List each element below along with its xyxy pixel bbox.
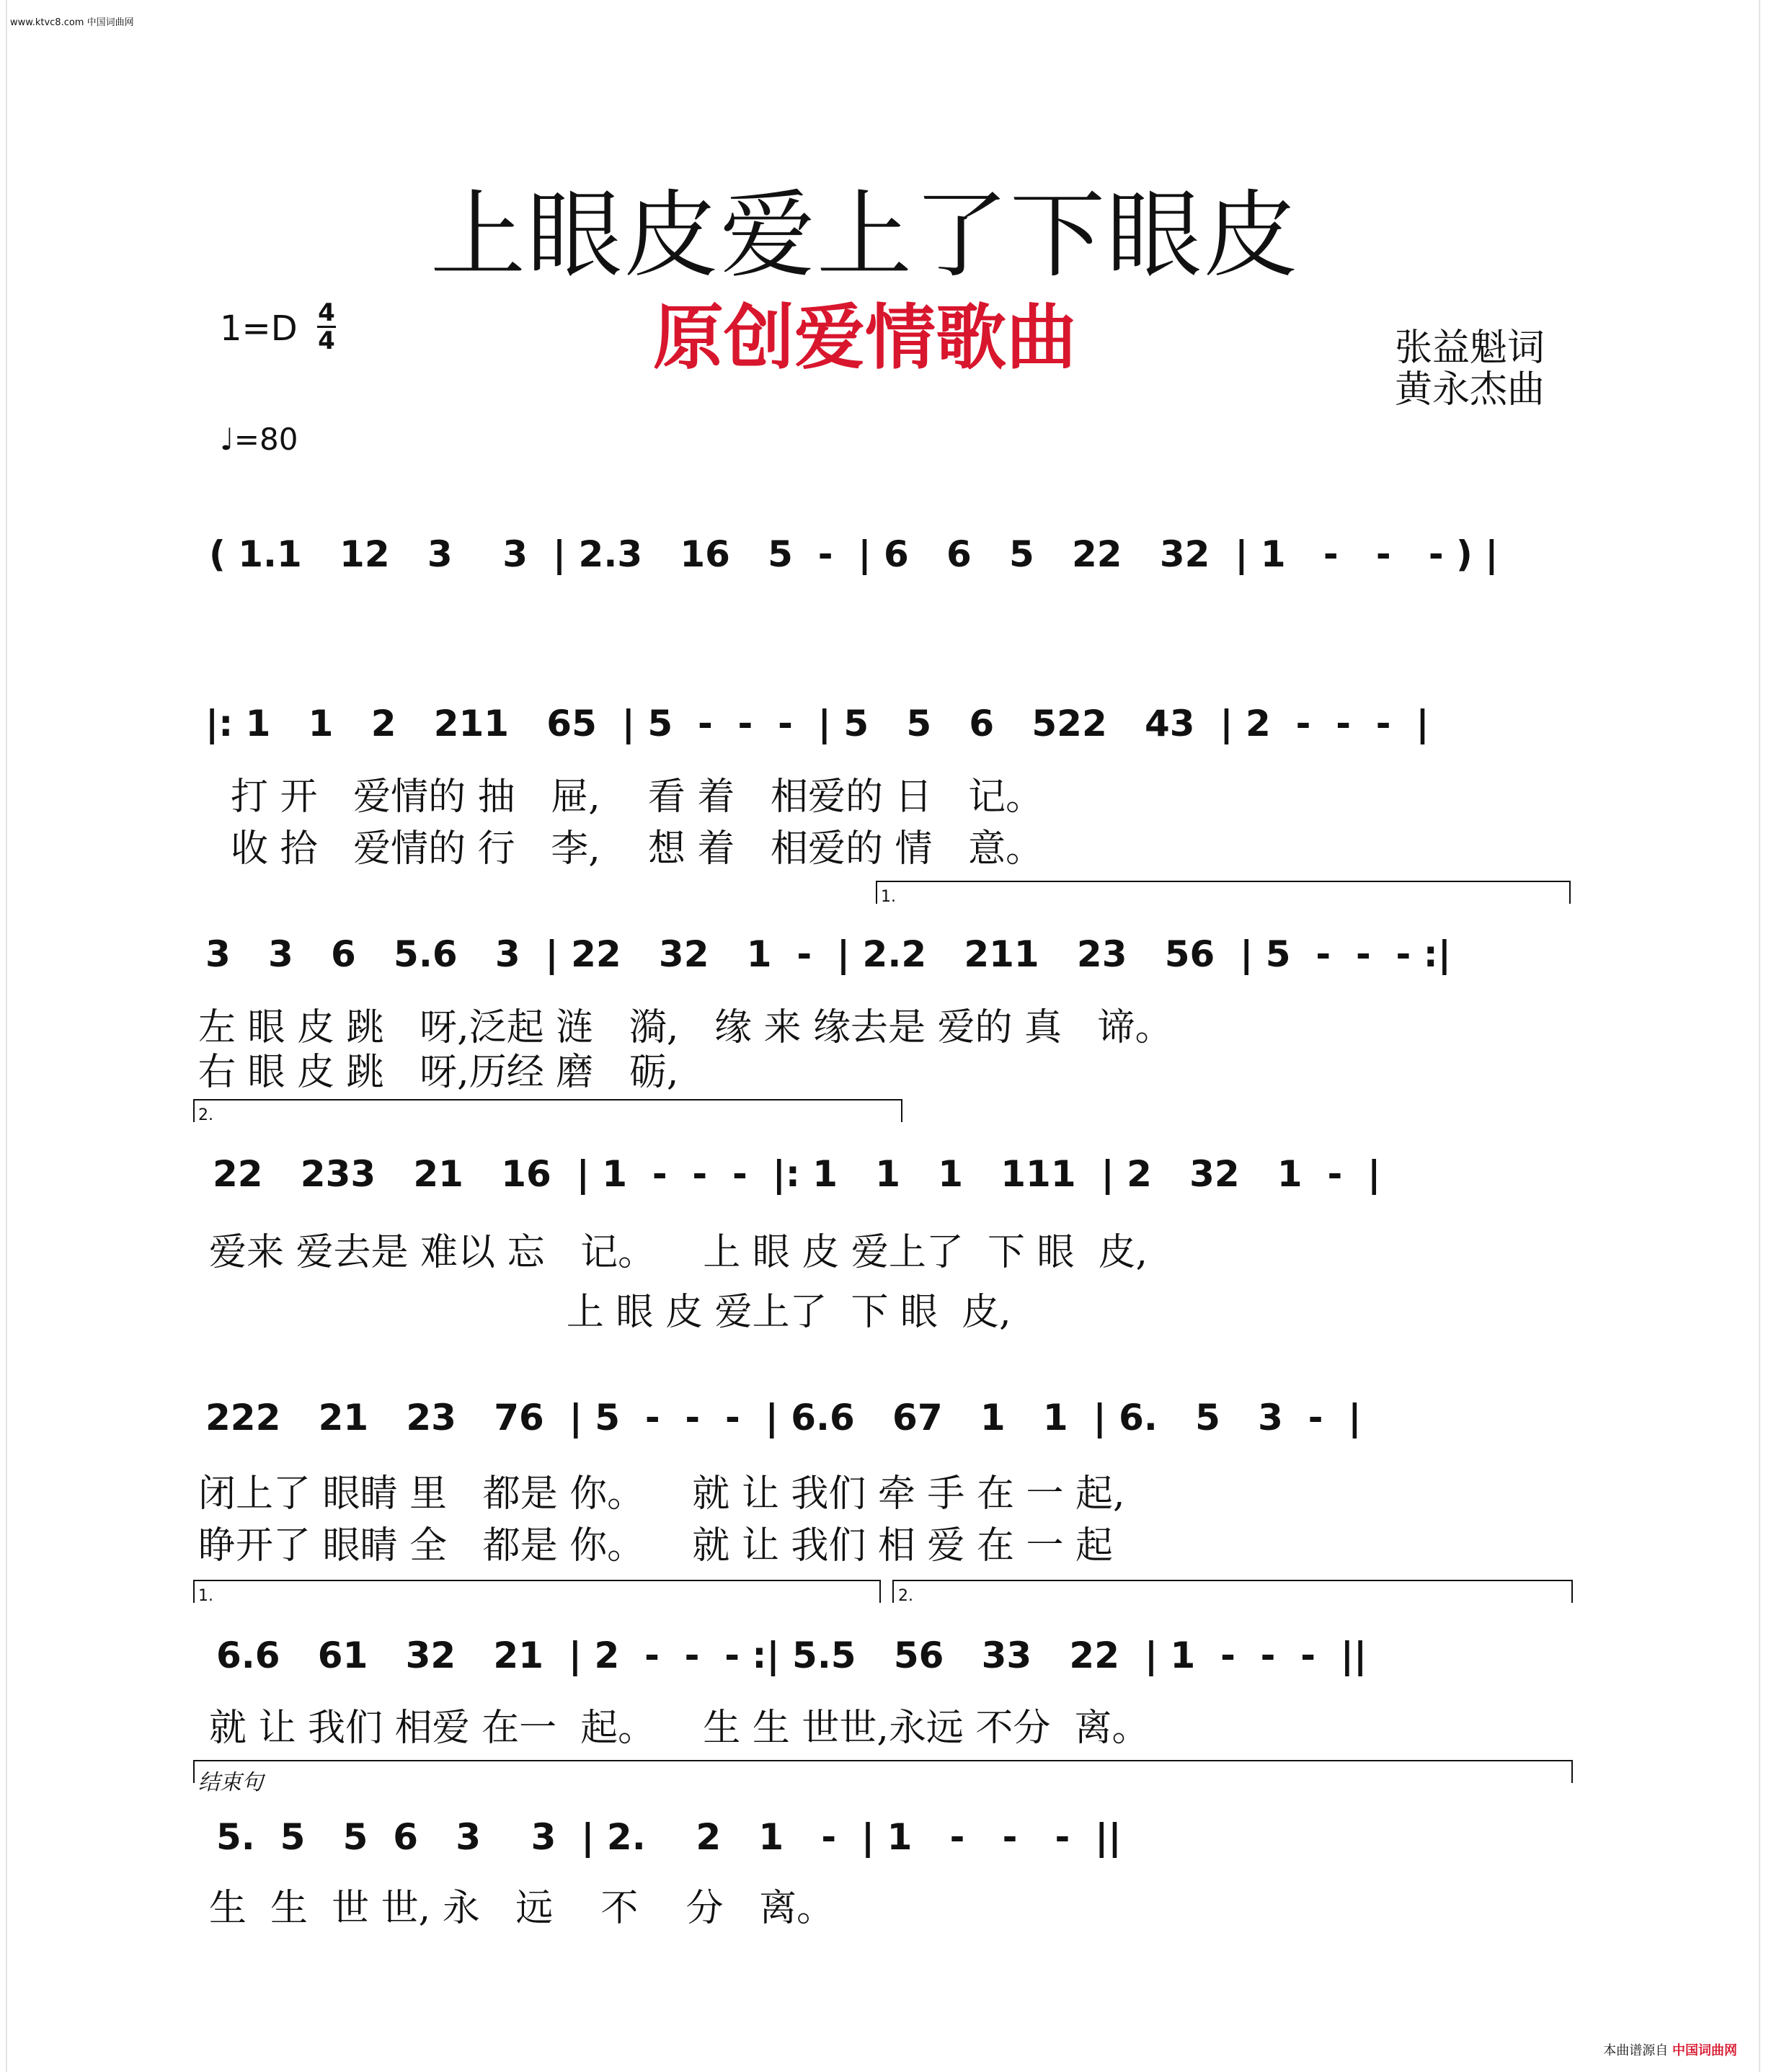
lyricist-credit: 张益魁词 [1395,326,1545,370]
footer [1603,2040,1737,2059]
volta-first-ending-2 [193,1580,881,1603]
footer-text: 本曲谱源自 [1603,2043,1669,2058]
time-sig-bottom: 4 [318,326,335,355]
footer-brand: 中国词曲网 [1672,2043,1737,2058]
volta-first-ending [876,881,1571,904]
notation-line-2: |: 1 1 2 211 65 | 5 - - - | 5 5 6 522 43 | 2 - - - | [205,703,1429,744]
volta-first-label: 1. [881,888,896,906]
song-title: 上眼皮爱上了下眼皮 [430,180,1300,291]
notation-line-4: 22 233 21 16 | 1 - - - |: 1 1 1 111 | 2 32 1 - | [213,1153,1381,1195]
lyrics-5-verse-1: 闭上了 眼睛 里 都是 你。 就 让 我们 牵 手 在 一 起, [198,1472,1125,1516]
site-label: www.ktvc8.com 中国词曲网 [10,17,134,28]
lyrics-2-verse-1: 打 开 爱情的 抽 屉, 看 着 相爱的 日 记。 [231,775,1044,819]
lyrics-2-verse-2: 收 拾 爱情的 行 李, 想 着 相爱的 情 意。 [231,827,1044,871]
lyrics-5-verse-2: 睁开了 眼睛 全 都是 你。 就 让 我们 相 爱 在 一 起 [198,1524,1113,1568]
volta-second-ending [193,1099,902,1122]
tempo-mark: ♩=80 [220,422,298,457]
time-signature [317,300,336,354]
notation-line-6: 6.6 61 32 21 | 2 - - - :| 5.5 56 33 22 | 1 - - - || [216,1635,1367,1676]
lyrics-3-verse-1: 左 眼 皮 跳 呀,泛起 涟 漪, 缘 来 缘去是 爱的 真 谛。 [198,1006,1173,1049]
key-signature: 1=D [220,308,298,349]
ending-phrase-label: 结束句 [198,1770,263,1795]
lyrics-4-verse-2: 上 眼 皮 爱上了 下 眼 皮, [209,1291,1011,1334]
song-subtitle: 原创爱情歌曲 [652,296,1077,379]
right-border [1759,0,1760,2072]
lyrics-6-verse-1: 就 让 我们 相爱 在一 起。 生 生 世世,永远 不分 离。 [209,1707,1150,1750]
notation-line-3: 3 3 6 5.6 3 | 22 32 1 - | 2.2 211 23 56 | 5 - - - :| [205,933,1451,975]
volta-second-label: 2. [198,1106,213,1124]
notation-line-1: ( 1.1 12 3 3 | 2.3 16 5 - | 6 6 5 22 32 | 1 - - - ) | [209,533,1499,575]
lyrics-3-verse-2: 右 眼 皮 跳 呀,历经 磨 砺, [198,1051,679,1094]
volta-second-label-2: 2. [898,1587,913,1605]
time-sig-top: 4 [318,298,335,327]
lyrics-7-verse-1: 生 生 世 世, 永 远 不 分 离。 [209,1887,835,1930]
ending-phrase-bracket [193,1760,1573,1783]
lyrics-4-verse-1: 爱来 爱去是 难以 忘 记。 上 眼 皮 爱上了 下 眼 皮, [209,1231,1148,1274]
volta-first-label-2: 1. [198,1587,213,1605]
notation-line-7: 5. 5 5 6 3 3 | 2. 2 1 - | 1 - - - || [216,1816,1122,1858]
volta-second-ending-2 [892,1580,1573,1603]
composer-credit: 黄永杰曲 [1395,368,1545,412]
notation-line-5: 222 21 23 76 | 5 - - - | 6.6 67 1 1 | 6. 5 3 - | [205,1397,1362,1439]
